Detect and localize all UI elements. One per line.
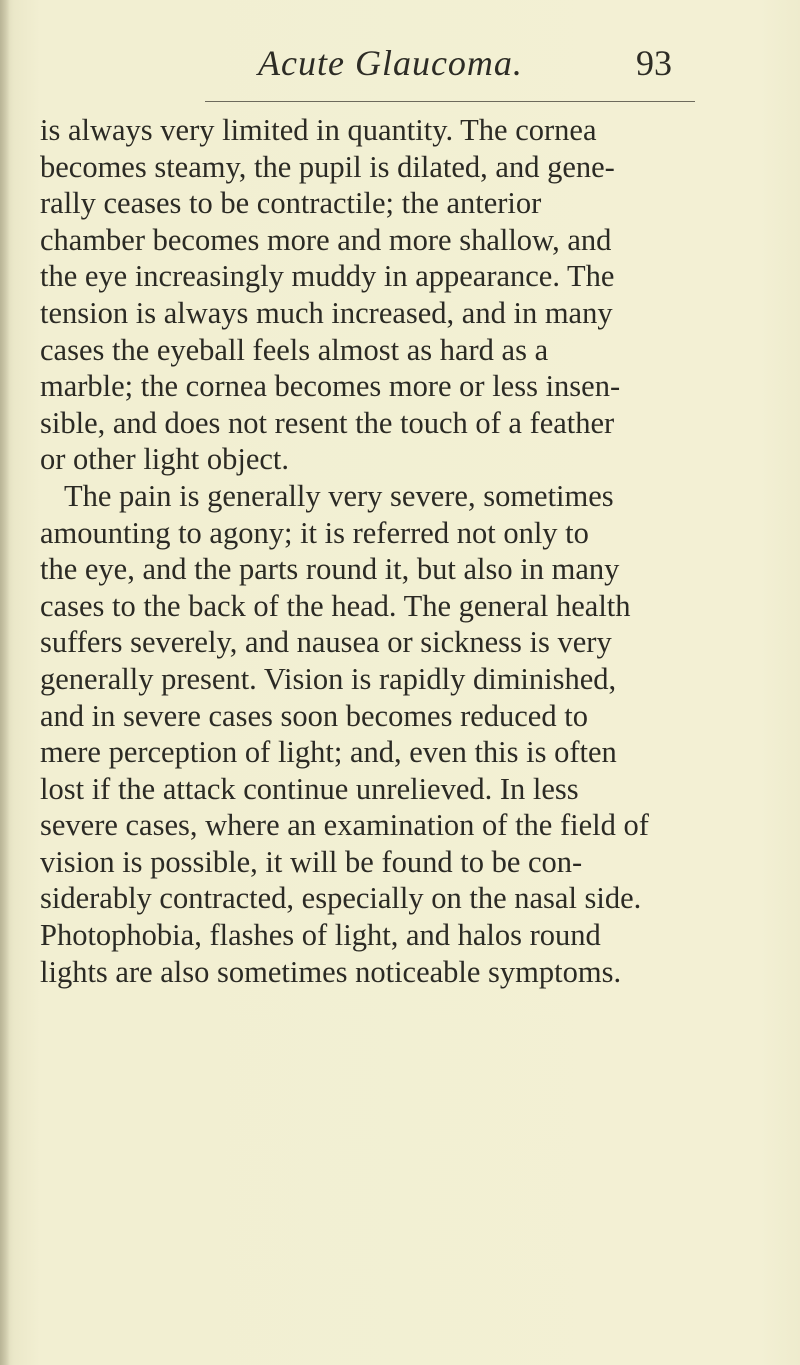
text-line: marble; the cornea becomes more or less insen- bbox=[40, 369, 621, 404]
text-line: generally present. Vision is rapidly diminished, bbox=[40, 661, 617, 696]
text-line: tension is always much increased, and in many bbox=[40, 295, 613, 330]
running-title: Acute Glaucoma. bbox=[258, 43, 523, 83]
text-line: lost if the attack continue unrelieved. In less bbox=[40, 771, 579, 806]
text-line: sible, and does not resent the touch of a feather bbox=[40, 405, 615, 440]
text-line: Photophobia, flashes of light, and halos round bbox=[40, 918, 601, 953]
text-line: lights are also sometimes noticeable symptoms. bbox=[40, 954, 622, 989]
body-text bbox=[40, 112, 800, 990]
gutter-shadow bbox=[0, 0, 10, 1365]
text-line: the eye, and the parts round it, but also in many bbox=[40, 552, 620, 587]
text-line: rally ceases to be contractile; the anterior bbox=[40, 186, 542, 221]
text-line: the eye increasingly muddy in appearance. The bbox=[40, 259, 615, 294]
text-line: suffers severely, and nausea or sickness is very bbox=[40, 625, 612, 660]
text-line: is always very limited in quantity. The cornea bbox=[40, 113, 597, 147]
text-line-paragraph-start: The pain is generally very severe, sometimes bbox=[64, 478, 614, 513]
page-number: 93 bbox=[636, 43, 672, 83]
text-line: chamber becomes more and more shallow, and bbox=[40, 222, 612, 257]
text-line: cases the eyeball feels almost as hard as a bbox=[40, 332, 549, 367]
text-line: or other light object. bbox=[40, 442, 290, 477]
text-line: becomes steamy, the pupil is dilated, and gene- bbox=[40, 149, 615, 184]
text-line: amounting to agony; it is referred not only to bbox=[40, 515, 589, 550]
text-line: severe cases, where an examination of the field of bbox=[40, 808, 649, 843]
header-rule bbox=[205, 101, 695, 102]
text-line: siderably contracted, especially on the nasal side. bbox=[40, 881, 642, 916]
text-line: mere perception of light; and, even this is often bbox=[40, 735, 617, 770]
text-line: cases to the back of the head. The general health bbox=[40, 588, 631, 623]
running-head bbox=[0, 42, 800, 92]
text-line: vision is possible, it will be found to be con- bbox=[40, 844, 583, 879]
text-line: and in severe cases soon becomes reduced to bbox=[40, 698, 588, 733]
